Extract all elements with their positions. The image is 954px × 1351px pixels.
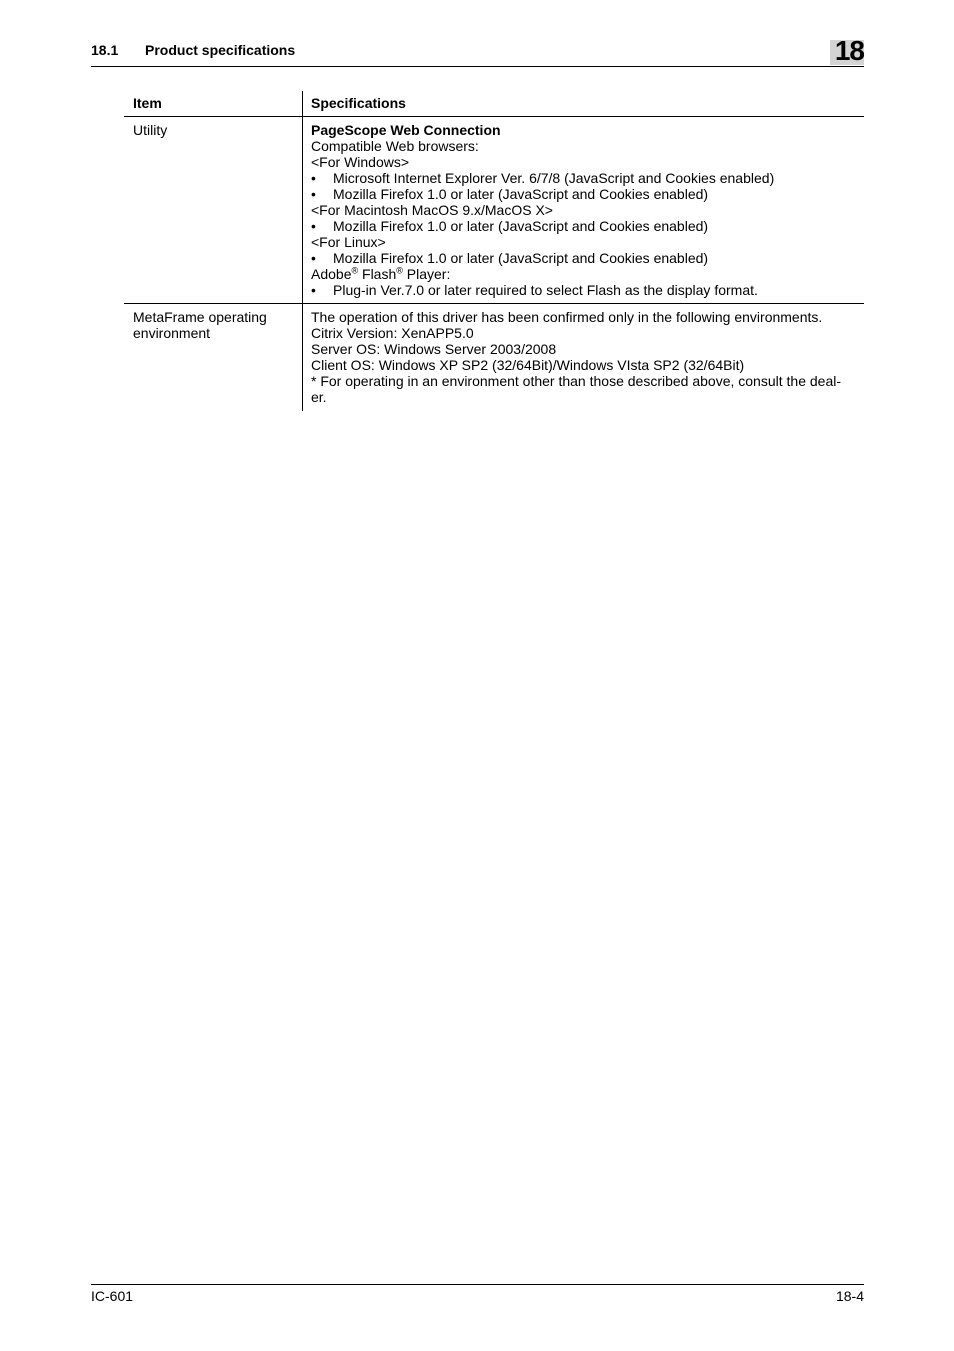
flash-heading: Adobe® Flash® Player:: [311, 265, 451, 282]
page-footer: [91, 1284, 864, 1315]
list-item: • Mozilla Firefox 1.0 or later (JavaScript and Cookies enabled): [311, 250, 709, 266]
spec-table: [124, 91, 864, 411]
column-header-specifications: Specifications: [311, 95, 406, 111]
compatible-browsers: Compatible Web browsers:: [311, 138, 479, 154]
metaframe-line: The operation of this driver has been confirmed only in the following environments.: [311, 309, 823, 325]
chapter-number: 18: [834, 35, 864, 66]
section-number: 18.1: [91, 42, 119, 58]
table-row-metaframe: [124, 304, 864, 411]
metaframe-line: Client OS: Windows XP SP2 (32/64Bit)/Windows VIsta SP2 (32/64Bit): [311, 357, 745, 373]
item-utility: Utility: [124, 117, 303, 303]
linux-heading: <For Linux>: [311, 234, 386, 250]
spec-utility: [303, 117, 864, 303]
list-item: • Plug-in Ver.7.0 or later required to select Flash as the display format.: [311, 282, 758, 298]
column-header-item: Item: [124, 91, 303, 116]
windows-heading: <For Windows>: [311, 154, 410, 170]
page-header: [91, 35, 864, 67]
table-header-row: [124, 91, 864, 117]
list-item: • Mozilla Firefox 1.0 or later (JavaScript and Cookies enabled): [311, 218, 709, 234]
list-item: • Mozilla Firefox 1.0 or later (JavaScript and Cookies enabled): [311, 186, 709, 202]
mac-heading: <For Macintosh MacOS 9.x/MacOS X>: [311, 202, 553, 218]
utility-title: PageScope Web Connection: [311, 122, 501, 138]
metaframe-line: Citrix Version: XenAPP5.0: [311, 325, 474, 341]
item-metaframe: MetaFrame operating environment: [124, 304, 303, 411]
model-name: IC-601: [91, 1288, 134, 1304]
metaframe-line: Server OS: Windows Server 2003/2008: [311, 341, 557, 357]
spec-metaframe: [303, 304, 864, 411]
section-title: Product specifications: [145, 42, 296, 58]
table-row-utility: [124, 117, 864, 304]
metaframe-note: * For operating in an environment other than those described above, consult the deal-er.: [311, 373, 841, 405]
page-number: 18-4: [835, 1288, 864, 1304]
list-item: • Microsoft Internet Explorer Ver. 6/7/8 (JavaScript and Cookies enabled): [311, 170, 775, 186]
